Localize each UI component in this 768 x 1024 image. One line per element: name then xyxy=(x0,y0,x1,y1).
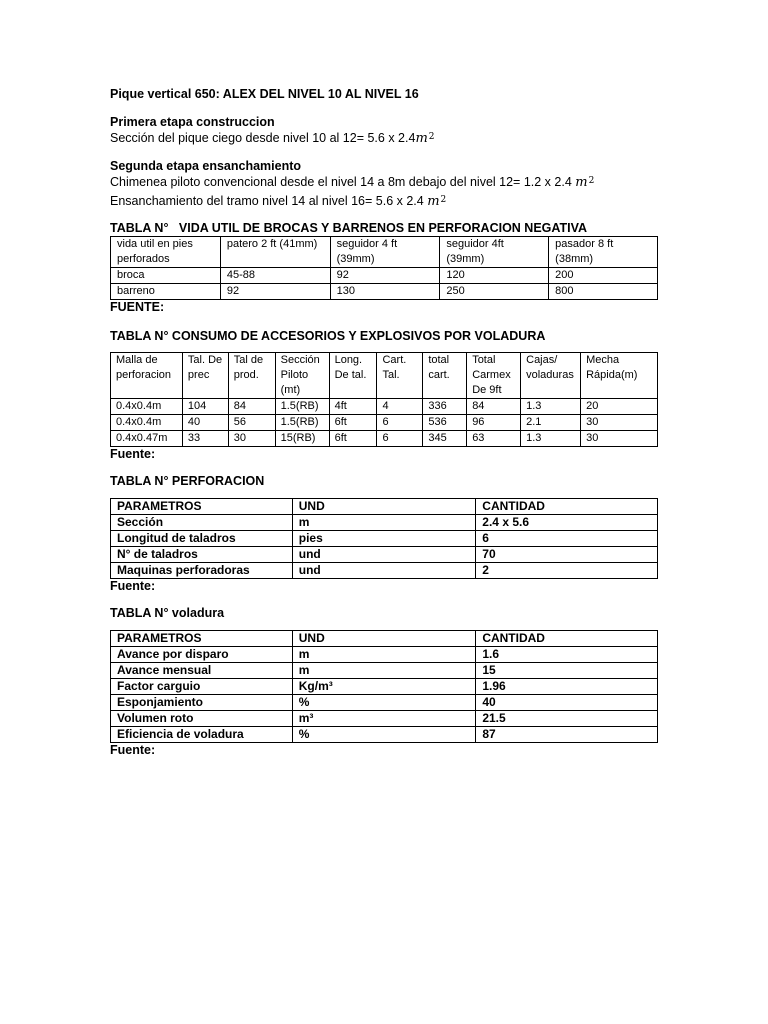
table-cell: Avance por disparo xyxy=(111,647,293,663)
segunda-etapa-line-2: Ensanchamiento del tramo nivel 14 al nivel 16= 5.6 x 2.4 $m^2$ xyxy=(110,194,447,209)
table-cell: 0.4x0.4m xyxy=(111,415,183,431)
table-header-cell: Total Carmex De 9ft xyxy=(467,353,521,399)
table-cell: 30 xyxy=(228,431,275,447)
table-cell: 96 xyxy=(467,415,521,431)
table-cell: % xyxy=(292,727,476,743)
primera-etapa-heading: Primera etapa construccion xyxy=(110,115,275,129)
table-row xyxy=(111,399,658,415)
table-header-cell: Mecha Rápida(m) xyxy=(581,353,658,399)
table-cell: 1.6 xyxy=(476,647,658,663)
table-header-cell: Cajas/ voladuras xyxy=(521,353,581,399)
table-row xyxy=(111,711,658,727)
table-cell: N° de taladros xyxy=(111,547,293,563)
table-cell: 250 xyxy=(440,284,549,300)
table-header-row xyxy=(111,237,658,268)
table-cell: Eficiencia de voladura xyxy=(111,727,293,743)
table-row xyxy=(111,679,658,695)
table-cell: pies xyxy=(292,531,476,547)
table-cell: 63 xyxy=(467,431,521,447)
tabla3-title: TABLA N° PERFORACION xyxy=(110,474,265,488)
table-cell: 6 xyxy=(377,431,423,447)
segunda-etapa-line-1: Chimenea piloto convencional desde el nivel 14 a 8m debajo del nivel 12= 1.2 x 2.4 $m^2$ xyxy=(110,175,595,190)
table-header-cell: UND xyxy=(292,631,476,647)
tabla4-voladura xyxy=(110,630,658,743)
table-cell: barreno xyxy=(111,284,221,300)
table-header-cell: seguidor 4ft (39mm) xyxy=(440,237,549,268)
primera-etapa-line: Sección del pique ciego desde nivel 10 al 12= 5.6 x $2.4m^2$ xyxy=(110,131,435,146)
table-header-cell: PARAMETROS xyxy=(111,499,293,515)
table-row xyxy=(111,727,658,743)
table-cell: Maquinas perforadoras xyxy=(111,563,293,579)
table-cell: % xyxy=(292,695,476,711)
table-cell: 1.5(RB) xyxy=(275,399,329,415)
table-cell: Factor carguio xyxy=(111,679,293,695)
table-cell: 800 xyxy=(549,284,658,300)
table-cell: und xyxy=(292,547,476,563)
tabla3-perforacion xyxy=(110,498,658,579)
table-cell: Esponjamiento xyxy=(111,695,293,711)
table-cell: Avance mensual xyxy=(111,663,293,679)
table-cell: 21.5 xyxy=(476,711,658,727)
table-cell: 56 xyxy=(228,415,275,431)
table-cell: broca xyxy=(111,268,221,284)
tabla4-title: TABLA N° voladura xyxy=(110,606,225,620)
table-cell: 30 xyxy=(581,431,658,447)
table-cell: m³ xyxy=(292,711,476,727)
table-header-cell: total cart. xyxy=(423,353,467,399)
table-header-row xyxy=(111,631,658,647)
table-cell: 4ft xyxy=(329,399,377,415)
table-cell: 1.96 xyxy=(476,679,658,695)
tabla2-fuente: Fuente: xyxy=(110,447,156,461)
tabla1-title: TABLA N° VIDA UTIL DE BROCAS Y BARRENOS EN PERFORACION NEGATIVA xyxy=(110,221,588,235)
tabla1-vida-util xyxy=(110,236,658,300)
table-cell: Sección xyxy=(111,515,293,531)
table-cell: 92 xyxy=(220,284,330,300)
table-cell: 104 xyxy=(182,399,228,415)
table-header-cell: Tal de prod. xyxy=(228,353,275,399)
table-cell: Volumen roto xyxy=(111,711,293,727)
table-row xyxy=(111,547,658,563)
table-cell: 120 xyxy=(440,268,549,284)
table-header-cell: CANTIDAD xyxy=(476,499,658,515)
table-row xyxy=(111,695,658,711)
table-cell: m xyxy=(292,663,476,679)
table-header-cell: pasador 8 ft (38mm) xyxy=(549,237,658,268)
document-page xyxy=(110,86,658,757)
table-cell: 20 xyxy=(581,399,658,415)
table-cell: 4 xyxy=(377,399,423,415)
table-cell: 0.4x0.47m xyxy=(111,431,183,447)
document-title: Pique vertical 650: ALEX DEL NIVEL 10 AL NIVEL 16 xyxy=(110,87,419,101)
table-header-cell: PARAMETROS xyxy=(111,631,293,647)
table-row xyxy=(111,515,658,531)
tabla1-fuente: FUENTE: xyxy=(110,300,165,314)
table-cell: 130 xyxy=(330,284,440,300)
table-cell: 536 xyxy=(423,415,467,431)
table-row xyxy=(111,415,658,431)
table-cell: m xyxy=(292,515,476,531)
table-cell: Longitud de taladros xyxy=(111,531,293,547)
table-header-cell: seguidor 4 ft (39mm) xyxy=(330,237,440,268)
tabla2-consumo-accesorios xyxy=(110,352,658,447)
table-cell: 2.1 xyxy=(521,415,581,431)
table-row xyxy=(111,431,658,447)
table-cell: 84 xyxy=(467,399,521,415)
table-cell: 70 xyxy=(476,547,658,563)
table-cell: 6ft xyxy=(329,415,377,431)
table-header-cell: patero 2 ft (41mm) xyxy=(220,237,330,268)
table-cell: 1.3 xyxy=(521,399,581,415)
table-header-row xyxy=(111,499,658,515)
table-header-cell: UND xyxy=(292,499,476,515)
table-header-cell: Cart. Tal. xyxy=(377,353,423,399)
table-header-cell: Malla de perforacion xyxy=(111,353,183,399)
table-cell: 92 xyxy=(330,268,440,284)
table-cell: 2 xyxy=(476,563,658,579)
table-cell: 1.5(RB) xyxy=(275,415,329,431)
table-row xyxy=(111,531,658,547)
table-header-cell: CANTIDAD xyxy=(476,631,658,647)
table-header-cell: Long. De tal. xyxy=(329,353,377,399)
table-cell: 6ft xyxy=(329,431,377,447)
table-cell: 45-88 xyxy=(220,268,330,284)
table-header-cell: vida util en pies perforados xyxy=(111,237,221,268)
table-row xyxy=(111,268,658,284)
table-cell: 15 xyxy=(476,663,658,679)
table-cell: m xyxy=(292,647,476,663)
tabla3-fuente: Fuente: xyxy=(110,579,156,593)
table-row xyxy=(111,563,658,579)
table-cell: 87 xyxy=(476,727,658,743)
table-row xyxy=(111,284,658,300)
table-row xyxy=(111,663,658,679)
table-row xyxy=(111,647,658,663)
table-header-cell: Tal. De prec xyxy=(182,353,228,399)
table-cell: 6 xyxy=(377,415,423,431)
table-cell: 84 xyxy=(228,399,275,415)
table-cell: 200 xyxy=(549,268,658,284)
table-cell: 1.3 xyxy=(521,431,581,447)
tabla4-fuente: Fuente: xyxy=(110,743,156,757)
table-cell: und xyxy=(292,563,476,579)
table-cell: 40 xyxy=(476,695,658,711)
tabla2-title: TABLA N° CONSUMO DE ACCESORIOS Y EXPLOSIVOS POR VOLADURA xyxy=(110,329,546,343)
table-cell: 15(RB) xyxy=(275,431,329,447)
table-cell: 30 xyxy=(581,415,658,431)
table-cell: 0.4x0.4m xyxy=(111,399,183,415)
table-cell: 336 xyxy=(423,399,467,415)
table-cell: 345 xyxy=(423,431,467,447)
table-cell: Kg/m³ xyxy=(292,679,476,695)
segunda-etapa-heading: Segunda etapa ensanchamiento xyxy=(110,159,302,173)
table-cell: 2.4 x 5.6 xyxy=(476,515,658,531)
table-header-row xyxy=(111,353,658,399)
table-header-cell: Sección Piloto (mt) xyxy=(275,353,329,399)
table-cell: 40 xyxy=(182,415,228,431)
table-cell: 6 xyxy=(476,531,658,547)
table-cell: 33 xyxy=(182,431,228,447)
